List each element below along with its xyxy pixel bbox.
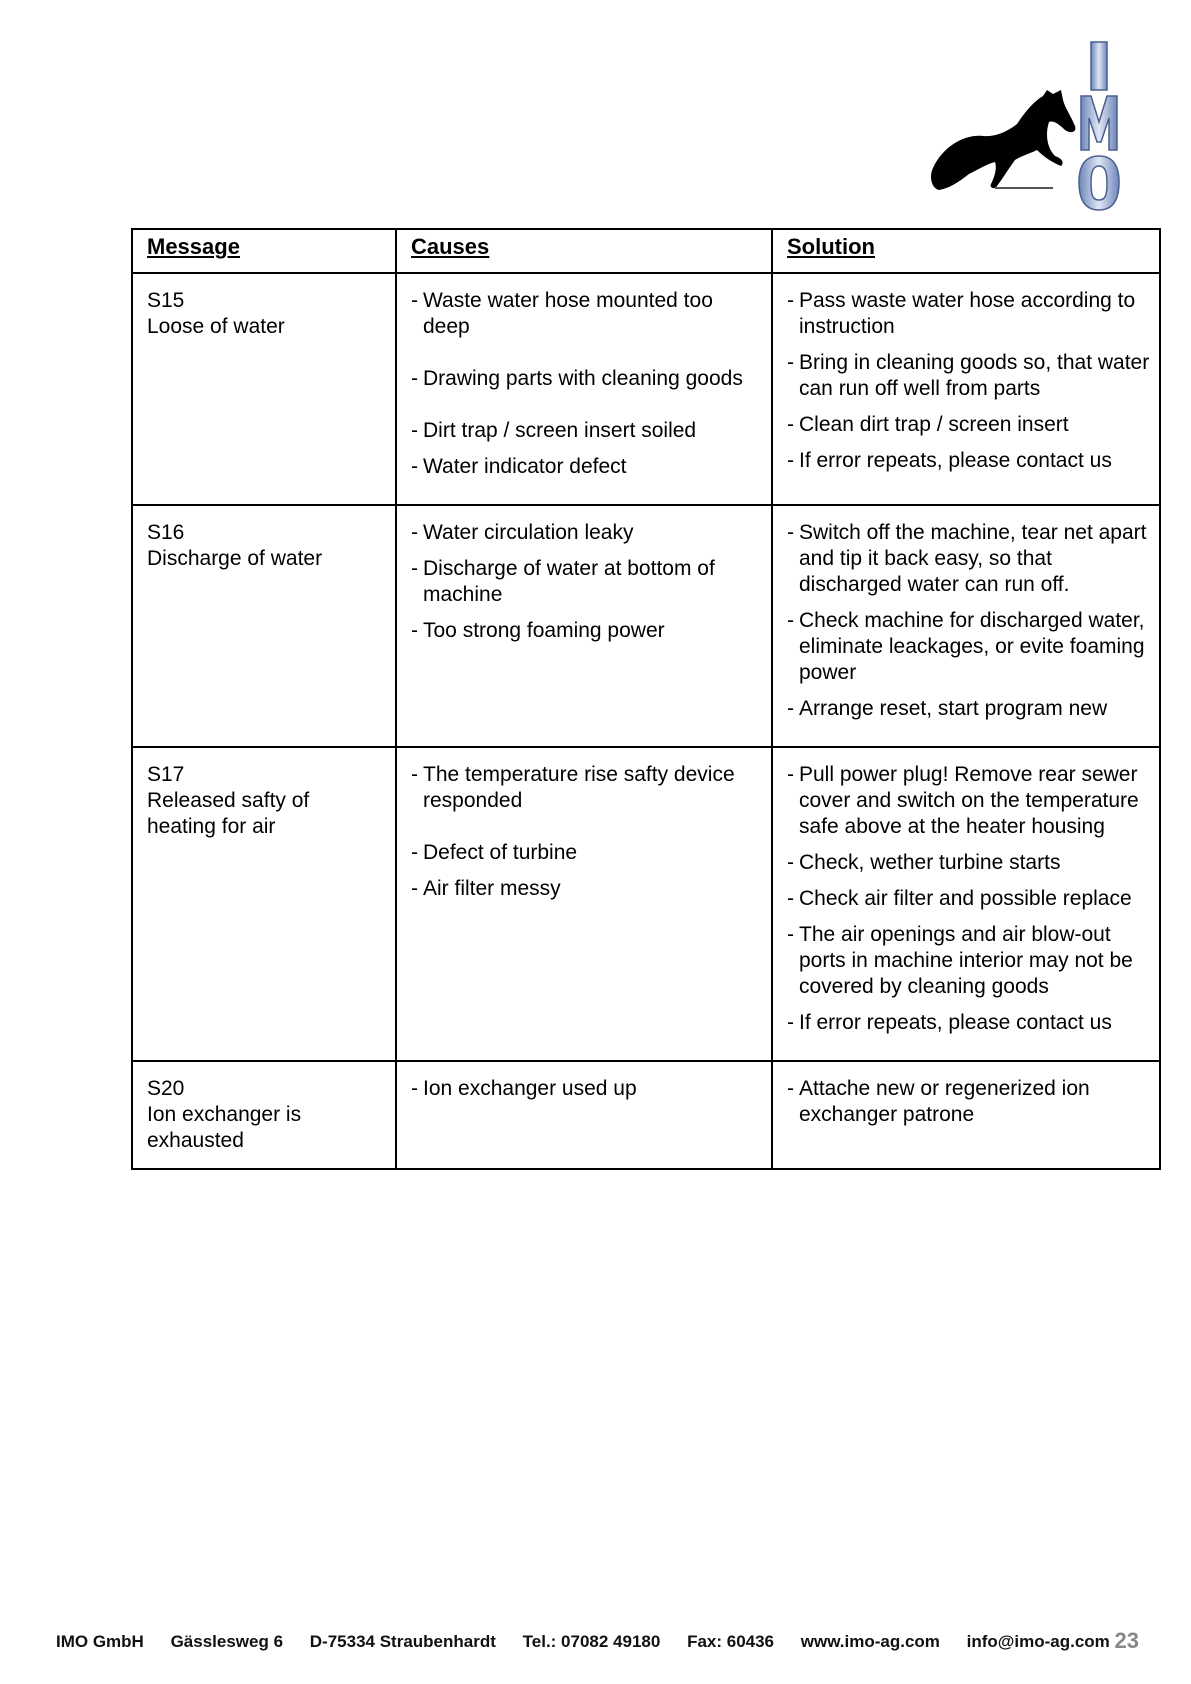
message-line: exhausted — [147, 1129, 244, 1152]
page-number: 23 — [1114, 1628, 1139, 1653]
causes-cell — [396, 1061, 772, 1169]
solution-item: - Bring in cleaning goods so, that water can run off well from parts — [787, 350, 1153, 402]
footer-street: Gässlesweg 6 — [170, 1632, 284, 1651]
footer-city: D-75334 Straubenhardt — [309, 1632, 496, 1651]
footer-fax: Fax: 60436 — [687, 1632, 775, 1651]
solution-cell — [772, 747, 1160, 1061]
message-line: S20 — [147, 1077, 185, 1100]
cause-item: - Defect of turbine — [411, 840, 765, 866]
solution-item: - Switch off the machine, tear net apart and tip it back easy, so that discharged water can run off. — [787, 520, 1153, 598]
solution-cell — [772, 1061, 1160, 1169]
footer-web: www.imo-ag.com — [800, 1632, 940, 1651]
solution-cell — [772, 273, 1160, 505]
solution-item: - If error repeats, please contact us — [787, 448, 1153, 474]
message-line: Ion exchanger is — [147, 1103, 302, 1126]
cause-item: - Air filter messy — [411, 876, 765, 902]
cause-item: - Drawing parts with cleaning goods — [411, 366, 765, 392]
message-cell — [132, 747, 396, 1061]
message-line: Loose of water — [147, 315, 285, 338]
solution-item: - Check machine for discharged water, eliminate leackages, or evite foaming power — [787, 608, 1153, 686]
header-message: Message — [132, 229, 396, 273]
cause-item: - Waste water hose mounted too deep — [411, 288, 765, 340]
imo-logo — [925, 38, 1135, 228]
header-causes: Causes — [396, 229, 772, 273]
imo-letters — [1079, 42, 1119, 210]
cause-item: - Dirt trap / screen insert soiled — [411, 418, 765, 444]
message-line: S15 — [147, 289, 185, 312]
solution-item: - Pass waste water hose according to instruction — [787, 288, 1153, 340]
message-line: Discharge of water — [147, 547, 323, 570]
solution-item: - Arrange reset, start program new — [787, 696, 1153, 722]
message-cell — [132, 273, 396, 505]
footer — [56, 1632, 1132, 1652]
solution-cell — [772, 505, 1160, 747]
solution-item: - If error repeats, please contact us — [787, 1010, 1153, 1036]
solution-item: - Pull power plug! Remove rear sewer cover and switch on the temperature safe above at the heater housing — [787, 762, 1153, 840]
message-cell — [132, 1061, 396, 1169]
table-header-row — [132, 229, 1160, 273]
message-line: S17 — [147, 763, 185, 786]
message-cell — [132, 505, 396, 747]
cause-item: - Discharge of water at bottom of machine — [411, 556, 765, 608]
cause-item: - Ion exchanger used up — [411, 1076, 765, 1102]
cause-item: - Water indicator defect — [411, 454, 765, 480]
footer-phone: Tel.: 07082 49180 — [522, 1632, 661, 1651]
cause-item: - Too strong foaming power — [411, 618, 765, 644]
cause-item: - Water circulation leaky — [411, 520, 765, 546]
solution-item: - Check air filter and possible replace — [787, 886, 1153, 912]
troubleshooting-table — [131, 228, 1161, 1170]
solution-item: - Attache new or regenerized ion exchanger patrone — [787, 1076, 1153, 1128]
message-line: Released safty of — [147, 789, 310, 812]
horse-silhouette-icon — [931, 90, 1075, 190]
solution-item: - The air openings and air blow-out ports in machine interior may not be covered by cleaning goods — [787, 922, 1153, 1000]
table-row — [132, 1061, 1160, 1169]
table-row — [132, 273, 1160, 505]
footer-email: info@imo-ag.com — [966, 1632, 1110, 1651]
header-solution: Solution — [772, 229, 1160, 273]
solution-item: - Clean dirt trap / screen insert — [787, 412, 1153, 438]
causes-cell — [396, 747, 772, 1061]
table-row — [132, 505, 1160, 747]
causes-cell — [396, 273, 772, 505]
cause-item: - The temperature rise safty device responded — [411, 762, 765, 814]
footer-company: IMO GmbH — [56, 1632, 144, 1651]
table-row — [132, 747, 1160, 1061]
message-line: S16 — [147, 521, 185, 544]
causes-cell — [396, 505, 772, 747]
message-line: heating for air — [147, 815, 276, 838]
solution-item: - Check, wether turbine starts — [787, 850, 1153, 876]
